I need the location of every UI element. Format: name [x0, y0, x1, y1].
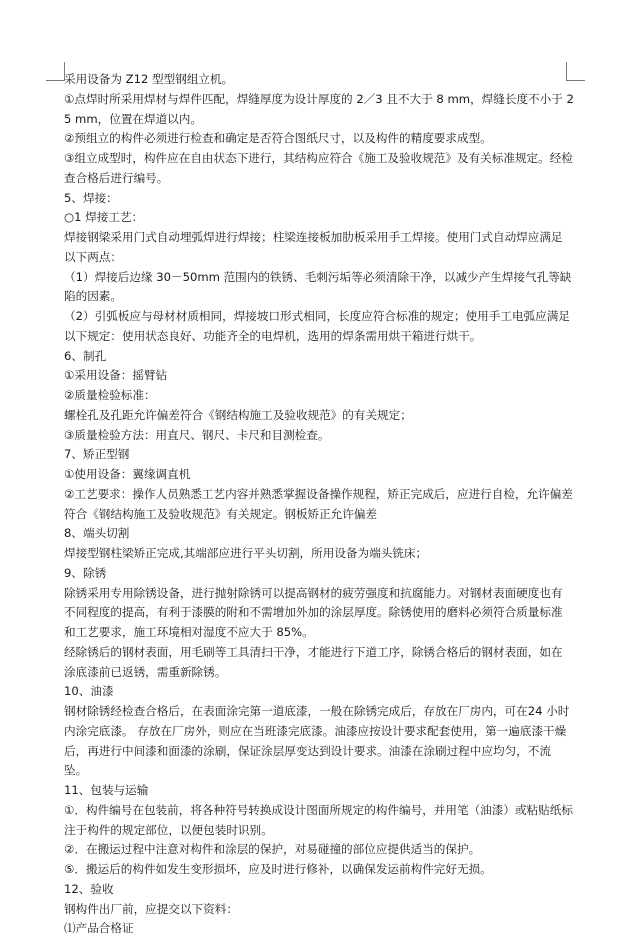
paragraph-painting-process: 钢材除锈经检查合格后，在表面涂完第一道底漆，一般在除锈完成后，存放在厂房内，可在24 小时内涂完底漆。 存放在厂房外，则应在当班漆完底漆。油漆应按设计要求配套使用，第一遍底漆干燥后，再进行中间漆和面漆的涂刷，保证涂层厚变达到设计要求。油漆在涂刷过程中应均匀，不流坠。	[64, 704, 570, 778]
paragraph-spot-weld: ①点焊时所采用焊材与焊件匹配，焊缝厚度为设计厚度的 2／3 且不大于 8 mm，焊缝长度不小于 25 mm，位置在焊道以内。	[64, 91, 574, 126]
paragraph-end-cutting: 焊接型钢柱梁矫正完成,其端部应进行平头切割，所用设备为端头铣床；	[64, 546, 428, 560]
paragraph-drilling-equipment: ①采用设备：摇臂钻	[64, 368, 168, 383]
paragraph-welding-point-2: （2）引弧板应与母材材质相同，焊接坡口形式相同，长度应符合标准的规定；使用手工电弧应满足以下规定：使用状态良好、功能齐全的电焊机，选用的焊条需用烘干箱进行烘干。	[64, 309, 570, 343]
paragraph-welding-point-1: （1）焊接后边缘 30－50mm 范围内的铁锈、毛刺污垢等必须清除干净，以减少产生焊接气孔等缺陷的因素。	[64, 269, 572, 304]
paragraph-drilling-inspection: ③质量检验方法：用直尺、钢尺、卡尺和目测检查。	[64, 427, 330, 442]
paragraph-rust-removal-method: 除锈采用专用除锈设备，进行抛射除锈可以提高钢材的疲劳强度和抗腐能力。对钢材表面硬度也有不同程度的提高，有利于漆膜的附和不需增加外加的涂层厚度。除锈使用的磨料必须符合质量标准和工艺要求，施工环境相对湿度不应大于 85%。	[64, 585, 563, 639]
paragraph-drilling-standard: ②质量检验标准：	[64, 388, 156, 402]
document-body	[64, 70, 574, 939]
section-heading-drilling: 6、制孔	[64, 348, 107, 363]
paragraph-bolt-hole-tolerance: 螺栓孔及孔距允许偏差符合《钢结构施工及验收规范》的有关规定；	[64, 407, 412, 422]
section-heading-end-cutting: 8、端头切割	[64, 526, 130, 541]
section-heading-welding: 5、焊接：	[64, 190, 118, 205]
section-heading-painting: 10、油漆	[64, 684, 114, 699]
paragraph-acceptance-documents: 钢构件出厂前，应提交以下资料：	[64, 901, 238, 916]
subheading-welding-process: ○1 焊接工艺：	[64, 210, 144, 225]
page-corner-mark-top-left	[46, 62, 65, 81]
section-heading-packaging-transport: 11、包装与运输	[64, 783, 149, 797]
paragraph-straightening-requirements: ②工艺要求：操作人员熟悉工艺内容并熟悉掌握设备操作规程，矫正完成后，应进行自检，允许偏差符合《钢结构施工及验收规范》有关规定。钢板矫正允许偏差	[64, 486, 573, 521]
paragraph-deformation-repair: ⑤．搬运后的构件如发生变形损坏，应及时进行修补，以确保发运前构件完好无损。	[64, 862, 492, 876]
paragraph-straightening-equipment: ①使用设备：翼缘调直机	[64, 467, 191, 481]
paragraph-welding-method: 焊接钢梁采用门式自动埋弧焊进行焊接；柱梁连接板加肋板采用手工焊接。使用门式自动焊应满足以下两点：	[64, 230, 563, 264]
paragraph-pre-assembly-check: ②预组立的构件必须进行检查和确定是否符合图纸尺寸，以及构件的精度要求成型。	[64, 131, 492, 146]
paragraph-handling-protection: ②．在搬运过程中注意对构件和涂层的保护，对易碰撞的部位应提供适当的保护。	[64, 842, 481, 857]
paragraph-equipment: 采用设备为 Z12 型型钢组立机。	[64, 72, 234, 86]
paragraph-rust-removal-cleaning: 经除锈后的钢材表面，用毛刷等工具清扫干净，才能进行下道工序，除锈合格后的钢材表面，如在涂底漆前已返锈，需重新除锈。	[64, 644, 563, 679]
section-heading-rust-removal: 9、除锈	[64, 565, 107, 580]
section-heading-straightening: 7、矫正型钢	[64, 447, 130, 462]
paragraph-component-numbering: ①．构件编号在包装前，将各种符号转换成设计图面所规定的构件编号，并用笔（油漆）或粘贴纸标注于构件的规定部位，以便包装时识别。	[64, 802, 573, 837]
section-heading-acceptance: 12、验收	[64, 881, 114, 896]
paragraph-assembly-forming: ③组立成型时，构件应在自由状态下进行，其结构应符合《施工及验收规范》及有关标准规定。经检查合格后进行编号。	[64, 151, 573, 185]
paragraph-product-certificate: ⑴产品合格证	[64, 921, 134, 936]
